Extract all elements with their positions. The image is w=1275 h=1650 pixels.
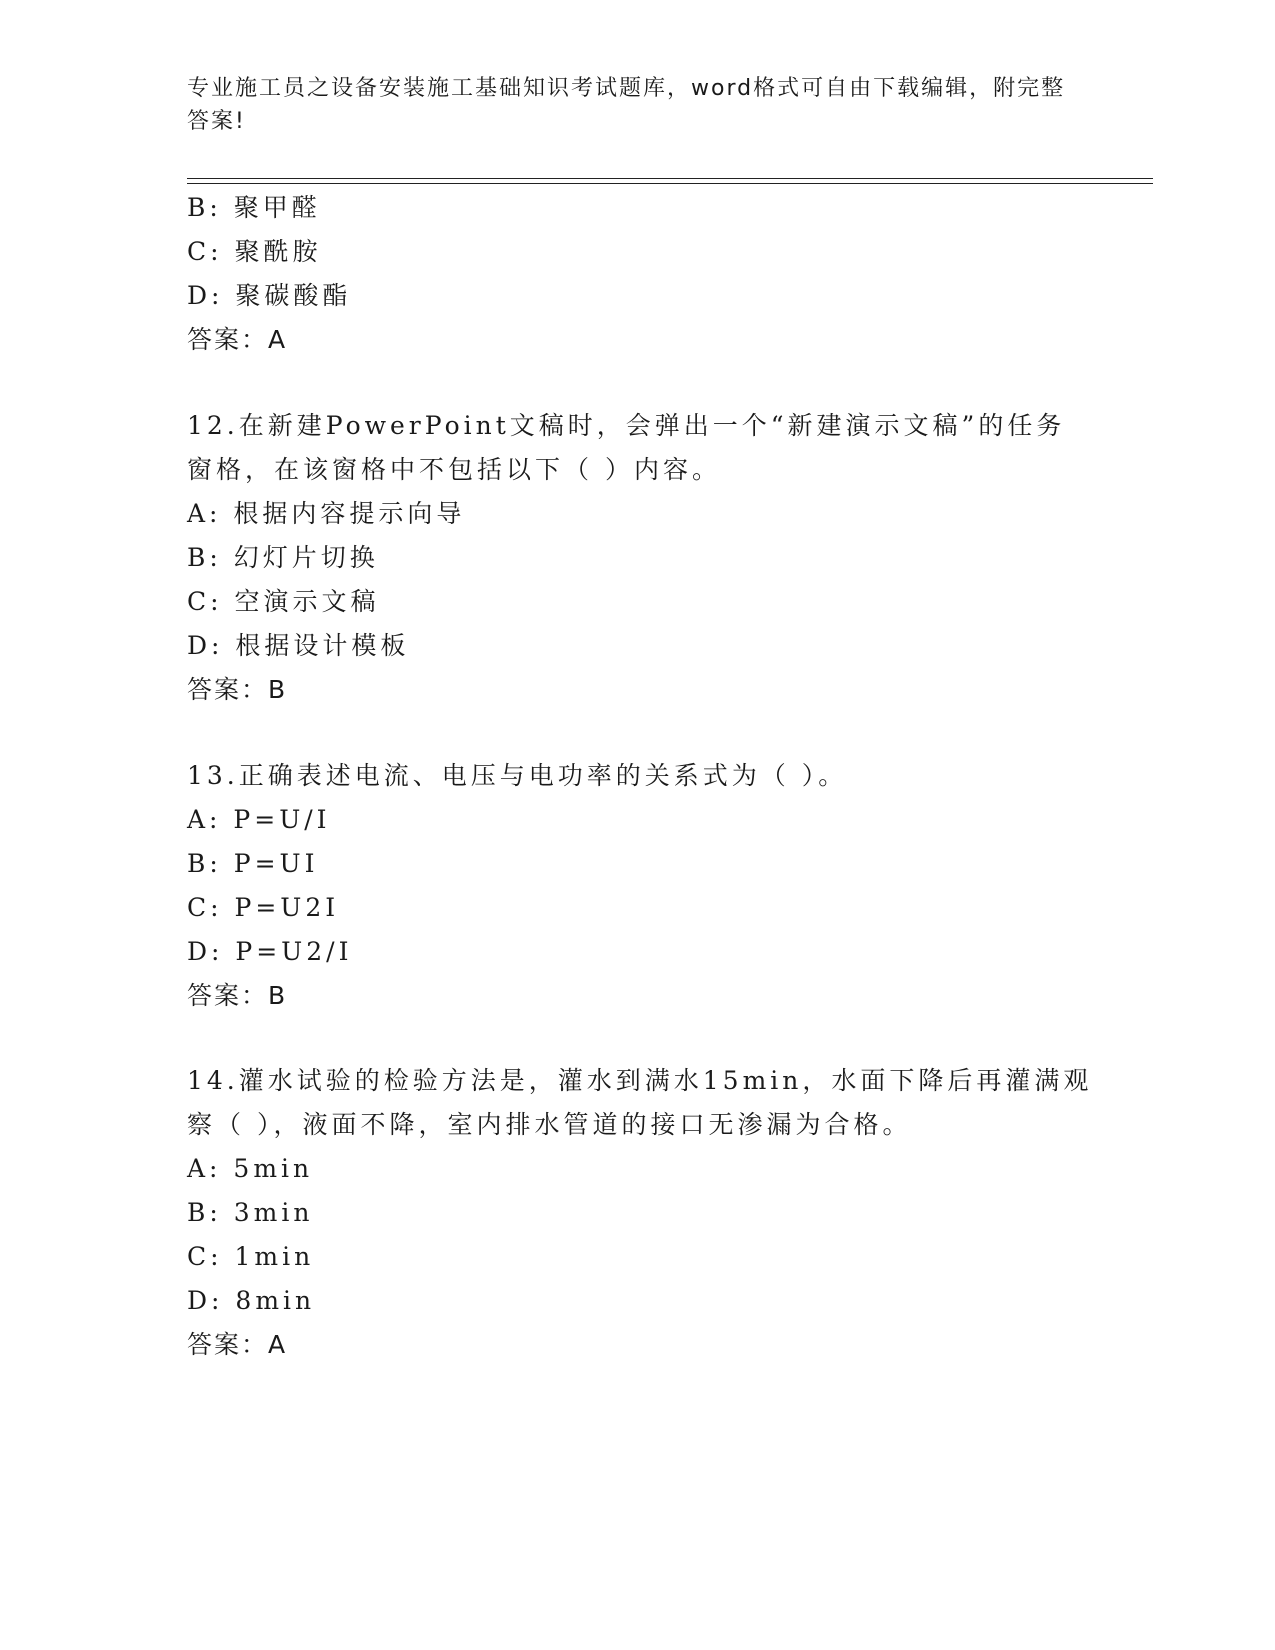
q14-option-d: D: 8min	[187, 1286, 316, 1315]
q14-answer: 答案：A	[187, 1330, 288, 1359]
header-divider-top	[187, 178, 1153, 179]
q13-option-a: A: P=U/I	[187, 805, 331, 834]
q13-stem-line-1: 13.正确表述电流、电压与电功率的关系式为（ ）。	[187, 761, 848, 790]
q12-option-c: C: 空演示文稿	[187, 587, 380, 616]
document-header: 专业施工员之设备安装施工基础知识考试题库，word格式可自由下载编辑，附完整答案!	[187, 76, 1066, 134]
q13-option-c: C: P=U2I	[187, 893, 340, 922]
q12-option-b: B: 幻灯片切换	[187, 543, 379, 572]
q12-stem-line-2: 窗格，在该窗格中不包括以下（ ）内容。	[187, 455, 721, 484]
q14-stem-line-2: 察（ ），液面不降，室内排水管道的接口无渗漏为合格。	[187, 1110, 912, 1139]
prev-option-c: C: 聚酰胺	[187, 237, 322, 266]
q13-option-d: D: P=U2/I	[187, 937, 353, 966]
q13-answer: 答案：B	[187, 981, 288, 1010]
prev-option-b: B: 聚甲醛	[187, 193, 321, 222]
q12-stem-line-1: 12.在新建PowerPoint文稿时，会弹出一个“新建演示文稿”的任务	[187, 411, 1066, 440]
q12-option-a: A: 根据内容提示向导	[187, 499, 466, 528]
prev-option-d: D: 聚碳酸酯	[187, 281, 352, 310]
q14-option-c: C: 1min	[187, 1242, 315, 1271]
q13-option-b: B: P=UI	[187, 849, 319, 878]
q14-stem-line-1: 14.灌水试验的检验方法是，灌水到满水15min，水面下降后再灌满观	[187, 1066, 1093, 1095]
q14-option-a: A: 5min	[187, 1154, 314, 1183]
prev-answer: 答案：A	[187, 325, 288, 354]
q12-answer: 答案：B	[187, 675, 288, 704]
q14-option-b: B: 3min	[187, 1198, 314, 1227]
header-divider-bottom	[187, 183, 1153, 184]
q12-option-d: D: 根据设计模板	[187, 631, 410, 660]
